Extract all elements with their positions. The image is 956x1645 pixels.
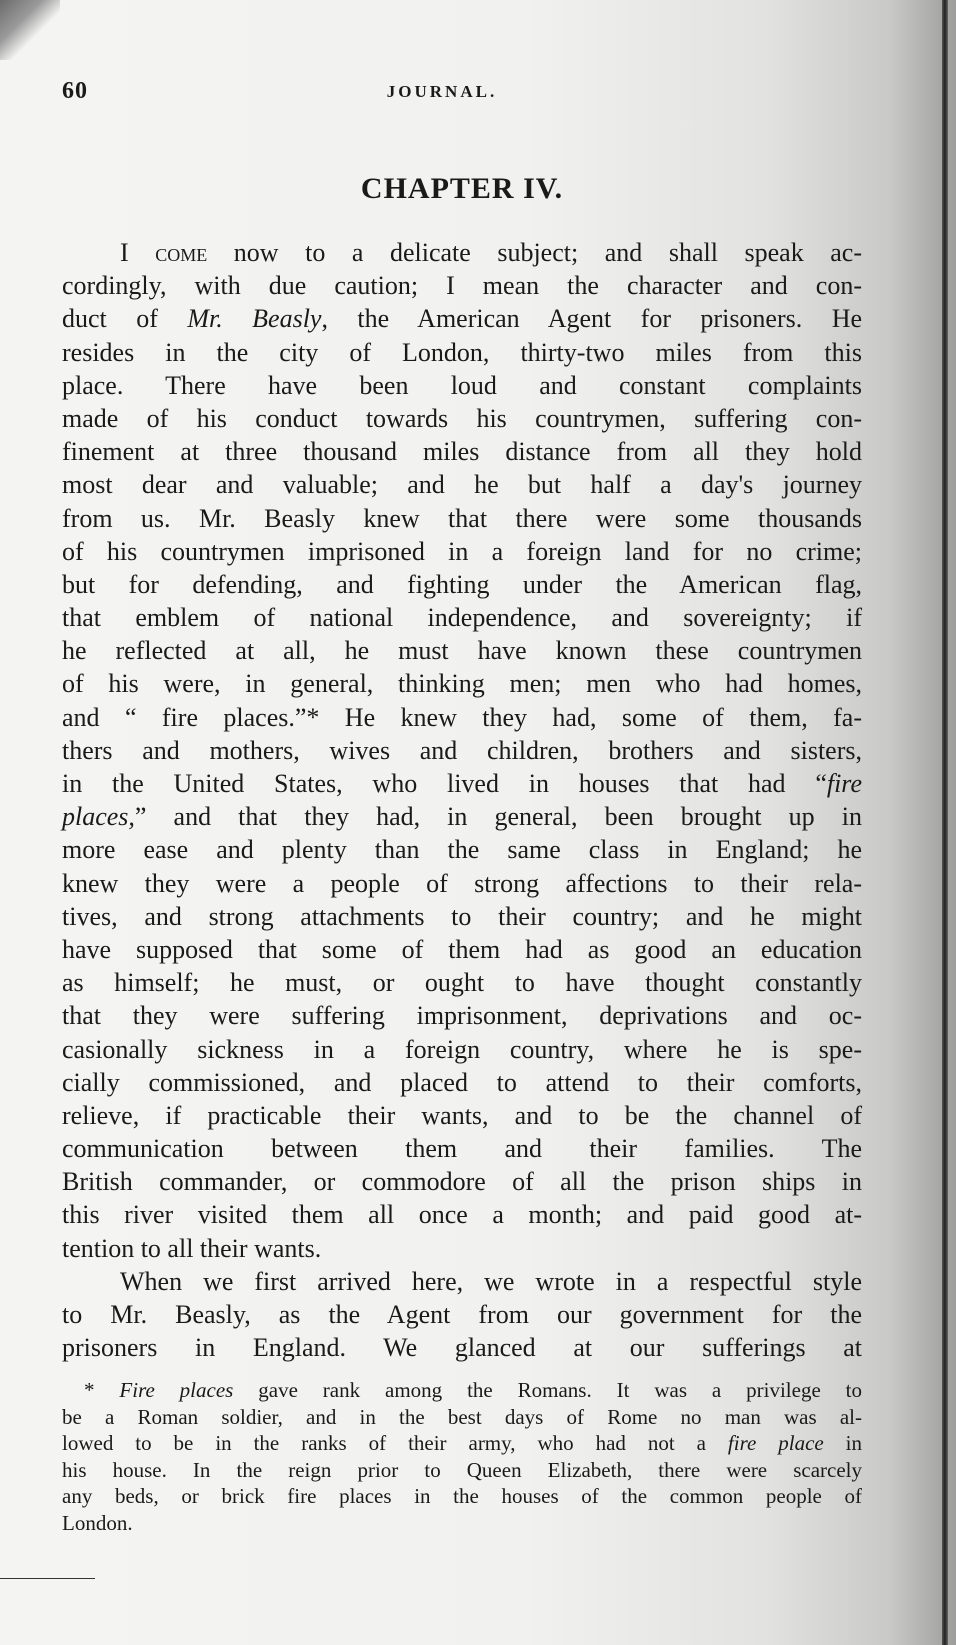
text-line: tives, and strong attachments to their country; and he might (62, 901, 862, 931)
text-line: any beds, or brick fire places in the houses of the common people of (62, 1484, 862, 1509)
text-line: thers and mothers, wives and children, brothers and sisters, (62, 735, 862, 765)
text-line: more ease and plenty than the same class in England; he (62, 835, 862, 865)
lead-smallcaps: I come (120, 238, 208, 267)
text-segment: in the United States, who lived in houses that had “ (62, 769, 827, 798)
text-segment: gave rank among the Romans. It was a privilege to (233, 1378, 862, 1402)
text-line: of his were, in general, thinking men; men who had homes, (62, 669, 862, 699)
book-spine-shadow (942, 0, 948, 1645)
italic-text: Fire places (119, 1378, 234, 1402)
text-line: that emblem of national independence, and sovereignty; if (62, 603, 862, 633)
body-text (62, 236, 862, 1364)
text-line: his house. In the reign prior to Queen Elizabeth, there were scarcely (62, 1457, 862, 1482)
chapter-title: CHAPTER IV. (360, 172, 564, 205)
footnote (62, 1377, 862, 1537)
text-line: that they were suffering imprisonment, deprivations and oc- (62, 1001, 862, 1031)
text-line: he reflected at all, he must have known these countrymen (62, 636, 862, 666)
italic-text: places, (62, 802, 135, 832)
running-title: JOURNAL. (386, 82, 498, 101)
paragraph-1 (62, 236, 862, 1265)
italic-text: Mr. Beasly (187, 304, 322, 334)
text-line: tention to all their wants. (62, 1233, 322, 1263)
text-segment: , the American Agent for prisoners. He (321, 304, 863, 334)
text-segment: ” and that they had, in general, been brought up in (134, 802, 862, 832)
text-line: London. (62, 1510, 133, 1535)
text-line (62, 1430, 862, 1457)
text-segment: in (823, 1431, 862, 1456)
text-line (62, 302, 862, 335)
text-line: but for defending, and fighting under the American flag, (62, 569, 862, 599)
text-line: to Mr. Beasly, as the Agent from our government for the (62, 1300, 862, 1329)
page-number: 60 (62, 78, 88, 104)
text-line: made of his conduct towards his countrymen, suffering con- (62, 403, 862, 433)
text-line: finement at three thousand miles distance from all they hold (62, 437, 862, 467)
torn-corner (0, 0, 60, 60)
text-line: When we first arrived here, we wrote in a respectful style (120, 1266, 862, 1296)
italic-text: fire place (727, 1431, 824, 1456)
text-line: prisoners in England. We glanced at our sufferings at (62, 1333, 862, 1363)
text-line: knew they were a people of strong affections to their rela- (62, 868, 862, 898)
text-segment: lowed to be in the ranks of their army, who had not a (62, 1431, 728, 1456)
text-line (62, 800, 862, 833)
text-line (62, 236, 862, 269)
bottom-rule (0, 1578, 95, 1579)
text-segment: now to a delicate subject; and shall speak ac- (207, 238, 862, 267)
text-line (62, 767, 862, 800)
text-line: of his countrymen imprisoned in a foreign land for no crime; (62, 536, 862, 566)
text-segment: duct of (62, 304, 188, 334)
text-line: have supposed that some of them had as good an education (62, 934, 862, 964)
text-segment: * (84, 1378, 120, 1402)
paragraph-2 (62, 1265, 862, 1365)
text-line: British commander, or commodore of all the prison ships in (62, 1167, 862, 1197)
text-line: as himself; he must, or ought to have thought constantly (62, 968, 862, 998)
text-line: place. There have been loud and constant complaints (62, 370, 862, 400)
text-line: this river visited them all once a month; and paid good at- (62, 1200, 862, 1230)
text-line: relieve, if practicable their wants, and to be the channel of (62, 1100, 862, 1130)
text-line: communication between them and their families. The (62, 1134, 862, 1164)
text-line: casionally sickness in a foreign country, where he is spe- (62, 1034, 862, 1064)
text-line (62, 1377, 862, 1404)
text-line: and “ fire places.”* He knew they had, some of them, fa- (62, 702, 862, 732)
text-line: most dear and valuable; and he but half a day's journey (62, 470, 862, 500)
text-line: from us. Mr. Beasly knew that there were some thousands (62, 503, 862, 533)
text-line: resides in the city of London, thirty-two miles from this (62, 337, 862, 367)
text-line: cially commissioned, and placed to attend to their comforts, (62, 1067, 862, 1097)
text-line: cordingly, with due caution; I mean the character and con- (62, 271, 862, 301)
text-line: be a Roman soldier, and in the best days of Rome no man was al- (62, 1404, 862, 1429)
italic-text: fire (826, 769, 862, 798)
running-head (62, 78, 882, 110)
